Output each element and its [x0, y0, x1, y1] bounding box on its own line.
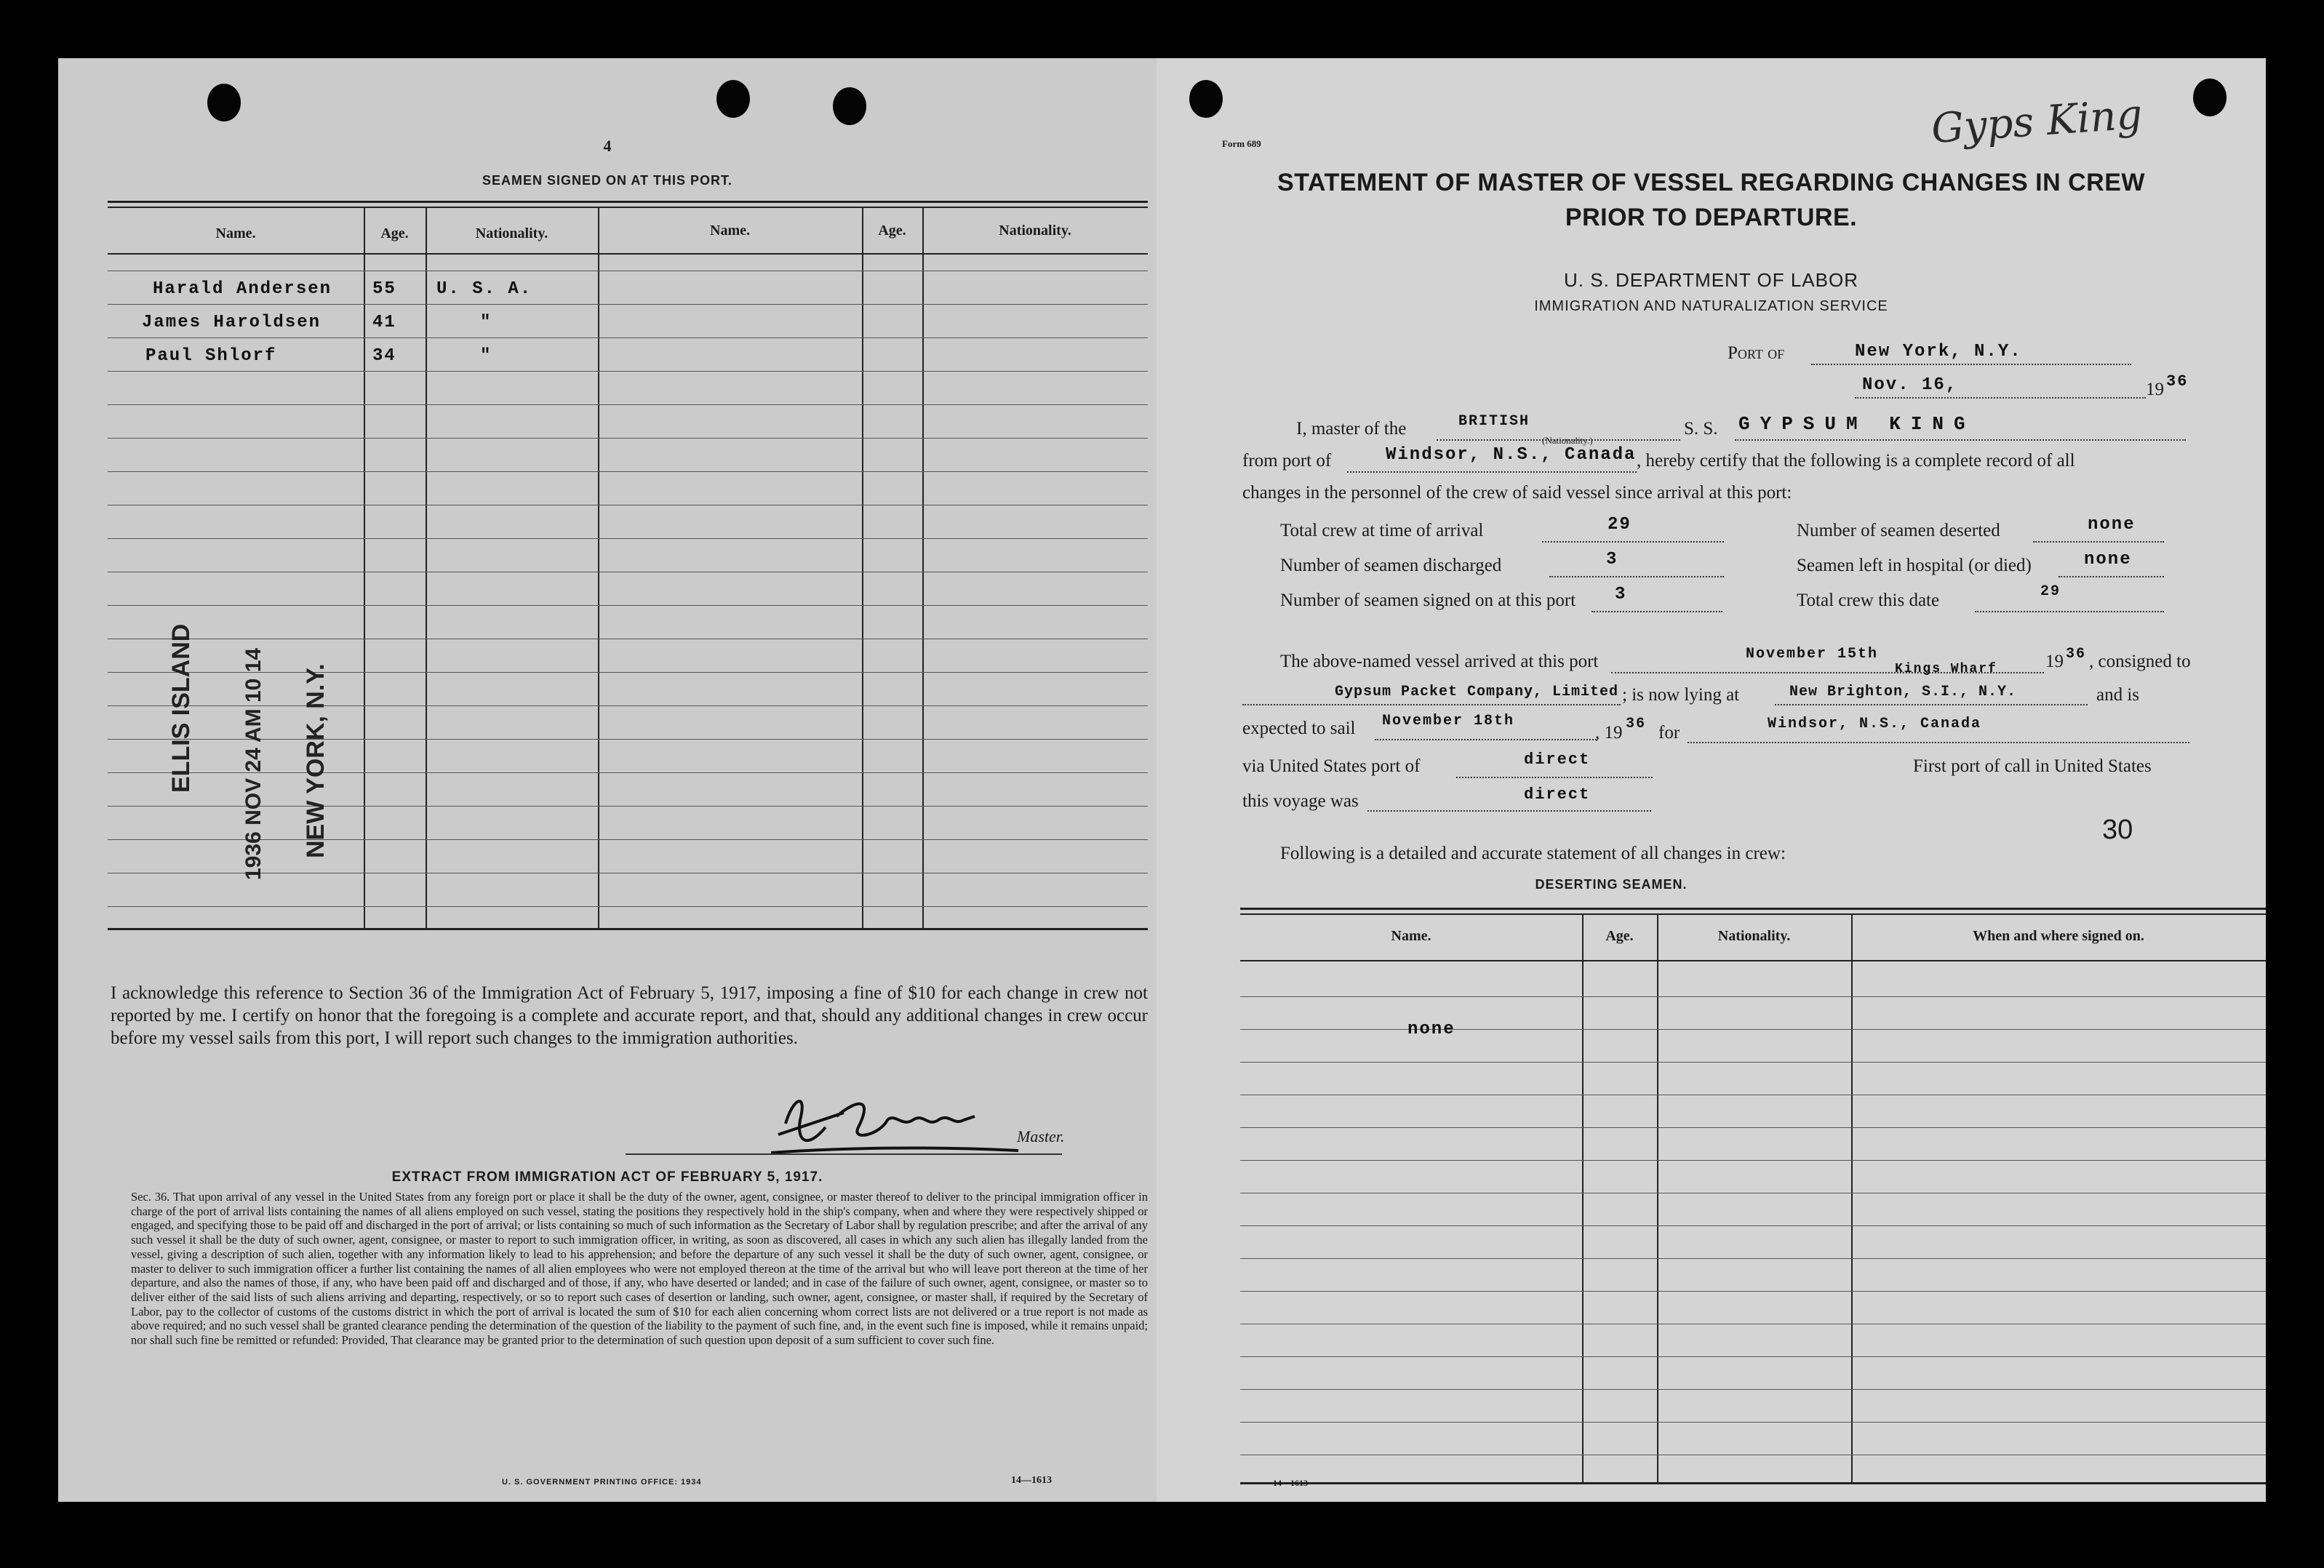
right-page	[1157, 58, 2266, 1502]
hospital-label: Seamen left in hospital (or died)	[1797, 556, 2032, 575]
seaman-nationality: U. S. A.	[436, 279, 532, 299]
handwritten-note: Gyps King	[1930, 90, 2144, 153]
table-row-rule	[108, 538, 1148, 539]
date-value: Nov. 16,	[1862, 375, 1958, 395]
col-name-2: Name.	[710, 223, 750, 239]
arrived-value: November 15th	[1746, 646, 1879, 663]
seaman-nationality: "	[480, 346, 492, 366]
right-form-code: 14—1613	[1273, 1478, 1308, 1488]
master-signature	[756, 1084, 1047, 1171]
signed-on-value: 3	[1615, 585, 1627, 604]
certify-text-2: changes in the personnel of the crew of said vessel since arrival at this port:	[1242, 483, 1792, 503]
deserting-entry: none	[1407, 1020, 1456, 1039]
seaman-age: 34	[372, 346, 396, 366]
punch-hole	[1189, 80, 1223, 118]
col-nationality: Nationality.	[475, 225, 548, 241]
deserting-title: DESERTING SEAMEN.	[1535, 877, 1688, 892]
col-age: Age.	[380, 225, 409, 241]
arrived-year-suffix: 36	[2066, 646, 2087, 663]
total-crew-arrival-label: Total crew at time of arrival	[1280, 521, 1484, 540]
extract-title: EXTRACT FROM IMMIGRATION ACT OF FEBRUARY 5, 1917.	[391, 1169, 823, 1185]
table-row-rule	[1240, 1258, 2266, 1259]
signature-line	[626, 1153, 1062, 1155]
printing-office: U. S. GOVERNMENT PRINTING OFFICE: 1934	[502, 1478, 702, 1487]
expected-label: expected to sail	[1242, 719, 1356, 738]
total-crew-date-value: 29	[2040, 583, 2061, 600]
first-port-label: First port of call in United States	[1913, 756, 2152, 776]
deserted-value: none	[2088, 515, 2136, 535]
table-row-rule	[1240, 1127, 2266, 1128]
left-page: 4 SEAMEN SIGNED ON AT THIS PORT. Name. Age. Nationality. Name. Age. Nationality. Harald Andersen 55 U. S. A. James Haroldsen 41 " Paul Shlorf 34 " ELLIS ISLAND 1936 NOV 24 AM 10 14 NEW YORK, N.Y. I acknowledge this reference to Section 36 of the Immigration Act of February 5, 1917, imposing a fine of $10 for each change in crew not reported by me. I certify on honor that the foregoing is a complete and accurate report, and that, should any additional changes in crew occur before my vessel sails from this port, I will report such changes to the immigration authorities. Master. EXTRACT FROM IMMIGRATION ACT OF FEBRUARY 5, 1917. Sec. 36. That upon arrival of any vessel in the United States from any foreign port or place it shall be the duty of the owner, agent, consignee, or master thereof to deliver to the principal immigration officer in charge of the port of arrival lists containing the names of all aliens employed on such vessel, stating the positions they respectively hold in the ship's company, when and where they were respectively shipped or engaged, and specifying those to be paid off and discharged in the port of arrival; or lists containing so much of such information as the Secretary of Labor shall by regulation prescribe; and after the arrival of any such vessel it shall be the duty of such owner, agent, consignee, or master to report to such immigration officer, in writing, as soon as discovered, all cases in which any such alien has illegally landed from the vessel, giving a description of such alien, together with any information likely to lead to his apprehension; and before the departure of any such vessel it shall be the duty of such owner, agent, consignee, or master to deliver to such immigration officer a further list containing the names of all alien employees who were not employed thereon at the time of the arrival but who will leave port thereon at the time of her departure, and also the names of those, if any, who have been paid off and discharged and of those, if any, who have deserted or landed; and in case of the failure of such owner, agent, consignee, or master so to deliver either of the said lists of such aliens arriving and departing, respectively, or so to report such cases of desertion or landing, such owner, agent, consignee, or master shall, if required by the Secretary of Labor, pay to the collector of customs of the customs district in which the port of arrival is located the sum of $10 for each alien concerning whom correct lists are not delivered or a true report is not made as above required; and no such vessel shall be granted clearance pending the determination of the question of the liability to the payment of such fine, and, in the event such fine is imposed, while it remains unpaid; nor shall such fine be remitted or refunded: Provided, That clearance may be granted prior to the determination of such question upon deposit of a sum sufficient to cover such fine. U. S. GOVERNMENT PRINTING OFFICE: 1934 14—1613	[58, 58, 1157, 1502]
berth-top: Kings Wharf	[1895, 662, 1997, 676]
seaman-name: Harald Andersen	[153, 279, 332, 299]
acknowledgment-text: I acknowledge this reference to Section 36 of the Immigration Act of February 5, 1917, imposing a fine of $10 for each change in crew not reported by me. I certify on honor that the foregoing is a complete and accurate report, and that, should any additional changes in crew occur before my vessel sails from this port, I will report such changes to the immigration authorities.	[111, 983, 1148, 1048]
seaman-age: 41	[372, 313, 396, 332]
master-label: Master.	[1017, 1127, 1065, 1145]
year-suffix: 36	[2166, 372, 2189, 391]
deserted-label: Number of seamen deserted	[1797, 521, 2000, 540]
table-row-rule	[1240, 1225, 2266, 1226]
service-name: IMMIGRATION AND NATURALIZATION SERVICE	[1534, 298, 1888, 314]
table-row-rule	[108, 404, 1148, 405]
nationality-value: BRITISH	[1458, 413, 1530, 430]
expected-year-suffix: 36	[1626, 716, 1647, 732]
desert-col-age: Age.	[1605, 928, 1634, 944]
table-row-rule	[108, 304, 1148, 305]
form-number: Form 689	[1222, 138, 1261, 149]
pencil-number: 30	[2102, 815, 2133, 845]
col-age-2: Age.	[878, 223, 906, 239]
section-title: SEAMEN SIGNED ON AT THIS PORT.	[482, 173, 733, 188]
via-value: direct	[1524, 751, 1591, 769]
expected-year-prefix: , 19	[1595, 723, 1623, 743]
consignee-value: Gypsum Packet Company, Limited	[1335, 684, 1619, 700]
seaman-age: 55	[372, 279, 396, 299]
via-label: via United States port of	[1242, 756, 1421, 776]
department-name: U. S. DEPARTMENT OF LABOR	[1564, 269, 1858, 291]
arrived-label: The above-named vessel arrived at this port	[1280, 652, 1599, 671]
voyage-label: this voyage was	[1242, 791, 1359, 811]
year-prefix: 19	[2146, 380, 2164, 399]
nationality-caption: (Nationality.)	[1542, 435, 1593, 446]
table-row-rule	[108, 371, 1148, 372]
punch-hole	[833, 87, 866, 125]
discharged-value: 3	[1606, 550, 1618, 569]
seaman-name: James Haroldsen	[142, 313, 322, 332]
vessel-name: GYPSUM KING	[1738, 413, 1976, 435]
lying-label: ; is now lying at	[1622, 685, 1740, 705]
consigned-label: , consigned to	[2089, 652, 2191, 671]
from-port-label: from port of	[1242, 451, 1332, 471]
table-row-rule	[1240, 1356, 2266, 1357]
ss-label: S. S.	[1684, 419, 1718, 439]
form-title-line2: PRIOR TO DEPARTURE.	[1565, 204, 1858, 231]
master-of-label: I, master of the	[1296, 419, 1407, 439]
form-title: STATEMENT OF MASTER OF VESSEL REGARDING CHANGES IN CREW	[1277, 169, 2145, 196]
expected-value: November 18th	[1382, 713, 1515, 729]
table-row-rule	[1240, 1029, 2266, 1030]
seaman-name: Paul Shlorf	[145, 346, 277, 366]
berth-value: New Brighton, S.I., N.Y.	[1789, 684, 2017, 700]
following-label: Following is a detailed and accurate statement of all changes in crew:	[1280, 844, 1786, 863]
desert-col-name: Name.	[1391, 928, 1431, 944]
total-crew-arrival-value: 29	[1608, 515, 1632, 535]
signed-on-label: Number of seamen signed on at this port	[1280, 591, 1576, 610]
table-row-rule	[108, 471, 1148, 472]
destination-value: Windsor, N.S., Canada	[1768, 716, 1982, 732]
voyage-value: direct	[1524, 785, 1591, 804]
punch-hole	[716, 80, 750, 118]
and-is-label: and is	[2096, 685, 2140, 705]
hospital-value: none	[2084, 550, 2132, 569]
discharged-label: Number of seamen discharged	[1280, 556, 1502, 575]
table-row-rule	[1240, 1389, 2266, 1390]
desert-col-signed-on: When and where signed on.	[1973, 928, 2144, 944]
extract-text: Sec. 36. That upon arrival of any vessel in the United States from any foreign port or place it shall be the duty of the owner, agent, consignee, or master thereof to deliver to the principal immigration officer in charge of the port of arrival lists containing the names of all aliens employed on such vessel, stating the positions they respectively hold in the ship's company, when and where they were respectively shipped or engaged, and specifying those to be paid off and discharged in the port of arrival; or lists containing so much of such information as the Secretary of Labor shall by regulation prescribe; and after the arrival of any such vessel it shall be the duty of such owner, agent, consignee, or master to report to such immigration officer, in writing, as soon as discovered, all cases in which any such alien has illegally landed from the vessel, giving a description of such alien, together with any information likely to lead to his apprehension; and before the departure of any such vessel it shall be the duty of such owner, agent, consignee, or master to deliver to such immigration officer a further list containing the names of all alien employees who were not employed thereon at the time of the arrival but who will leave port thereon at the time of her departure, and also the names of those, if any, who have been paid off and discharged and of those, if any, who have deserted or landed; and in case of the failure of such owner, agent, consignee, or master so to deliver either of the said lists of such aliens arriving and departing, respectively, or so to report such cases of desertion or landing, such owner, agent, consignee, or master shall, if required by the Secretary of Labor, pay to the collector of customs of the customs district in which the port of arrival is located the sum of $10 for each alien concerning whom correct lists are not delivered or a true report is not made as above required; and no such vessel shall be granted clearance pending the determination of the question of the liability to the payment of such fine, and, in the event such fine is imposed, while it remains unpaid; nor shall such fine be remitted or refunded: Provided, That clearance may be granted prior to the determination of such question upon deposit of a sum sufficient to cover such fine.	[131, 1190, 1148, 1348]
table-row-rule	[1240, 1160, 2266, 1161]
table-row-rule	[108, 337, 1148, 338]
for-label: for	[1658, 723, 1680, 743]
col-nationality-2: Nationality.	[999, 223, 1071, 239]
table-row-rule	[1240, 1291, 2266, 1292]
table-row-rule	[108, 906, 1148, 907]
table-row-rule	[1240, 1422, 2266, 1423]
certify-text: , hereby certify that the following is a complete record of all	[1637, 451, 2075, 471]
table-row-rule	[108, 438, 1148, 439]
punch-hole	[2193, 79, 2227, 116]
arrived-year-prefix: 19	[2045, 652, 2064, 671]
col-name: Name.	[215, 225, 256, 241]
page-number: 4	[603, 137, 612, 155]
seaman-nationality: "	[480, 313, 492, 332]
table-row-rule	[108, 605, 1148, 606]
punch-hole	[207, 84, 241, 121]
desert-col-nationality: Nationality.	[1717, 928, 1791, 944]
port-value: New York, N.Y.	[1855, 342, 2022, 361]
total-crew-date-label: Total crew this date	[1797, 591, 1940, 610]
left-form-code: 14—1613	[1011, 1475, 1052, 1486]
table-row-rule	[1240, 996, 2266, 997]
table-row-rule	[1240, 1062, 2266, 1063]
port-label: Port of	[1728, 343, 1785, 363]
from-port-value: Windsor, N.S., Canada	[1386, 445, 1637, 465]
